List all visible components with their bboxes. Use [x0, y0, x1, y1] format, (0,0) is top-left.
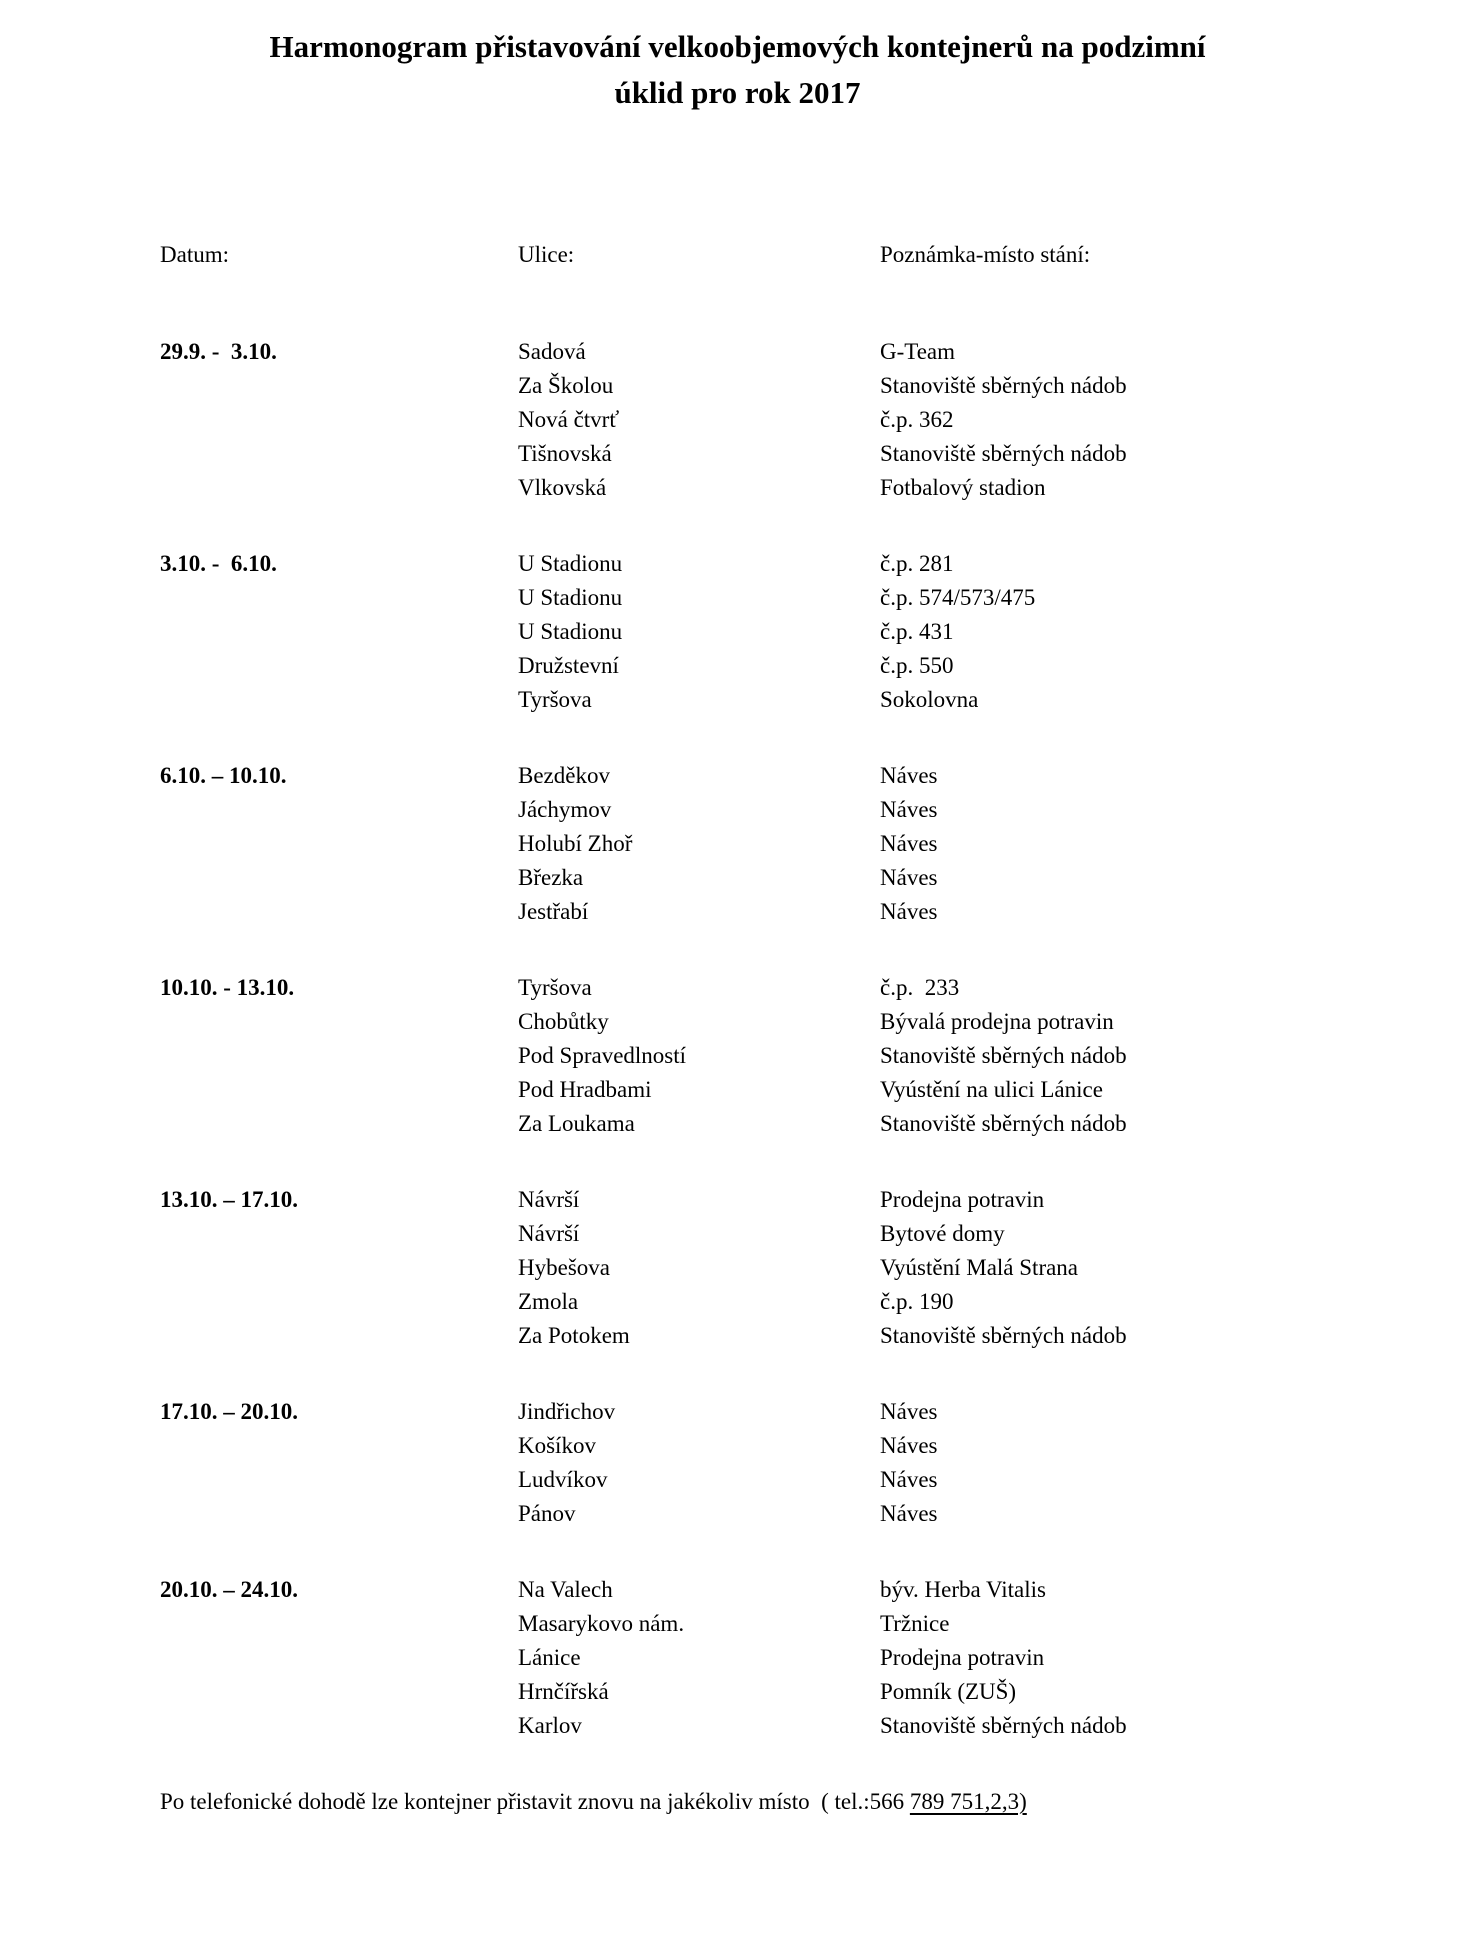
schedule-block: [160, 971, 1435, 1141]
note-cell: Bývalá prodejna potravin: [880, 1009, 1114, 1034]
note-cell: Sokolovna: [880, 687, 979, 712]
street-cell: Nová čtvrť: [518, 407, 620, 432]
street-cell: Ludvíkov: [518, 1467, 608, 1492]
note-cell: Náves: [880, 831, 938, 856]
note-column: [880, 335, 1435, 505]
street-cell: Chobůtky: [518, 1009, 609, 1034]
schedule-block: [160, 1183, 1435, 1353]
note-cell: č.p. 362: [880, 407, 954, 432]
street-cell: U Stadionu: [518, 619, 623, 644]
note-cell: Stanoviště sběrných nádob: [880, 1111, 1127, 1136]
document-page: [0, 24, 1475, 1959]
street-cell: Jindřichov: [518, 1399, 616, 1424]
street-cell: Na Valech: [518, 1577, 613, 1602]
street-cell: Tyršova: [518, 975, 592, 1000]
note-column: [880, 547, 1435, 717]
note-cell: Vyústění Malá Strana: [880, 1255, 1079, 1280]
street-cell: Košíkov: [518, 1433, 596, 1458]
street-cell: Sadová: [518, 339, 586, 364]
note-cell: Stanoviště sběrných nádob: [880, 1713, 1127, 1738]
street-cell: Masarykovo nám.: [518, 1611, 685, 1636]
street-cell: Zmola: [518, 1289, 579, 1314]
street-cell: Lánice: [518, 1645, 581, 1670]
document-title: [40, 24, 1435, 116]
note-column: [880, 1183, 1435, 1353]
street-cell: Pánov: [518, 1501, 576, 1526]
schedule-block: [160, 759, 1435, 929]
note-cell: č.p. 233: [880, 975, 960, 1000]
note-cell: Stanoviště sběrných nádob: [880, 373, 1127, 398]
column-header-datum: Datum:: [160, 242, 229, 267]
note-column: [880, 759, 1435, 929]
street-cell: Bezděkov: [518, 763, 610, 788]
note-cell: Bytové domy: [880, 1221, 1005, 1246]
note-cell: Vyústění na ulici Lánice: [880, 1077, 1103, 1102]
date-range: 17.10. – 20.10.: [160, 1399, 298, 1424]
note-cell: č.p. 431: [880, 619, 954, 644]
street-cell: U Stadionu: [518, 551, 623, 576]
note-column: [880, 1573, 1435, 1743]
column-header-ulice: Ulice:: [518, 242, 575, 267]
note-cell: Stanoviště sběrných nádob: [880, 1043, 1127, 1068]
street-cell: Návrší: [518, 1221, 580, 1246]
street-cell: Pod Spravedlností: [518, 1043, 687, 1068]
schedule-block: [160, 547, 1435, 717]
street-cell: U Stadionu: [518, 585, 623, 610]
note-cell: G-Team: [880, 339, 956, 364]
note-cell: Náves: [880, 1501, 938, 1526]
street-cell: Pod Hradbami: [518, 1077, 652, 1102]
street-column: [518, 1183, 880, 1353]
street-cell: Hybešova: [518, 1255, 610, 1280]
footer-note-text: Po telefonické dohodě lze kontejner přistavit znovu na jakékoliv místo ( tel.:566: [160, 1789, 910, 1814]
schedule-blocks: [160, 335, 1435, 1743]
date-range: 20.10. – 24.10.: [160, 1577, 298, 1602]
note-cell: Náves: [880, 865, 938, 890]
note-cell: Fotbalový stadion: [880, 475, 1046, 500]
date-range: 10.10. - 13.10.: [160, 975, 295, 1000]
table-header-row: [160, 238, 1435, 272]
note-cell: Pomník (ZUŠ): [880, 1679, 1017, 1704]
note-column: [880, 971, 1435, 1141]
footer-note: [160, 1785, 1435, 1819]
street-column: [518, 1573, 880, 1743]
date-range: 13.10. – 17.10.: [160, 1187, 298, 1212]
note-cell: Náves: [880, 1433, 938, 1458]
note-cell: Stanoviště sběrných nádob: [880, 1323, 1127, 1348]
street-cell: Karlov: [518, 1713, 582, 1738]
street-cell: Tišnovská: [518, 441, 612, 466]
note-cell: Náves: [880, 899, 938, 924]
schedule-block: [160, 1395, 1435, 1531]
note-cell: č.p. 550: [880, 653, 954, 678]
date-range: 29.9. - 3.10.: [160, 339, 277, 364]
document-title-line1: Harmonogram přistavování velkoobjemových kontejnerů na podzimní: [269, 29, 1206, 64]
date-range: 3.10. - 6.10.: [160, 551, 277, 576]
note-cell: č.p. 281: [880, 551, 954, 576]
note-cell: Náves: [880, 1399, 938, 1424]
document-title-line2: úklid pro rok 2017: [614, 75, 861, 110]
street-cell: Za Loukama: [518, 1111, 635, 1136]
note-cell: Náves: [880, 763, 938, 788]
street-column: [518, 971, 880, 1141]
schedule-block: [160, 1573, 1435, 1743]
street-column: [518, 547, 880, 717]
street-cell: Za Potokem: [518, 1323, 630, 1348]
street-cell: Jáchymov: [518, 797, 612, 822]
note-cell: býv. Herba Vitalis: [880, 1577, 1046, 1602]
note-cell: č.p. 190: [880, 1289, 954, 1314]
street-cell: Holubí Zhoř: [518, 831, 633, 856]
note-column: [880, 1395, 1435, 1531]
note-cell: Náves: [880, 797, 938, 822]
street-column: [518, 1395, 880, 1531]
note-cell: Prodejna potravin: [880, 1645, 1045, 1670]
phone-number: 789 751,2,3): [909, 1789, 1027, 1814]
note-cell: Náves: [880, 1467, 938, 1492]
street-cell: Vlkovská: [518, 475, 607, 500]
street-cell: Tyršova: [518, 687, 592, 712]
note-cell: Prodejna potravin: [880, 1187, 1045, 1212]
street-cell: Návrší: [518, 1187, 580, 1212]
street-column: [518, 759, 880, 929]
street-column: [518, 335, 880, 505]
note-cell: Stanoviště sběrných nádob: [880, 441, 1127, 466]
note-cell: Tržnice: [880, 1611, 950, 1636]
street-cell: Jestřabí: [518, 899, 589, 924]
schedule-table: [160, 238, 1435, 1819]
schedule-block: [160, 335, 1435, 505]
date-range: 6.10. – 10.10.: [160, 763, 287, 788]
note-cell: č.p. 574/573/475: [880, 585, 1036, 610]
street-cell: Březka: [518, 865, 584, 890]
street-cell: Hrnčířská: [518, 1679, 609, 1704]
street-cell: Za Školou: [518, 373, 614, 398]
column-header-poznamka: Poznámka-místo stání:: [880, 242, 1091, 267]
street-cell: Družstevní: [518, 653, 619, 678]
